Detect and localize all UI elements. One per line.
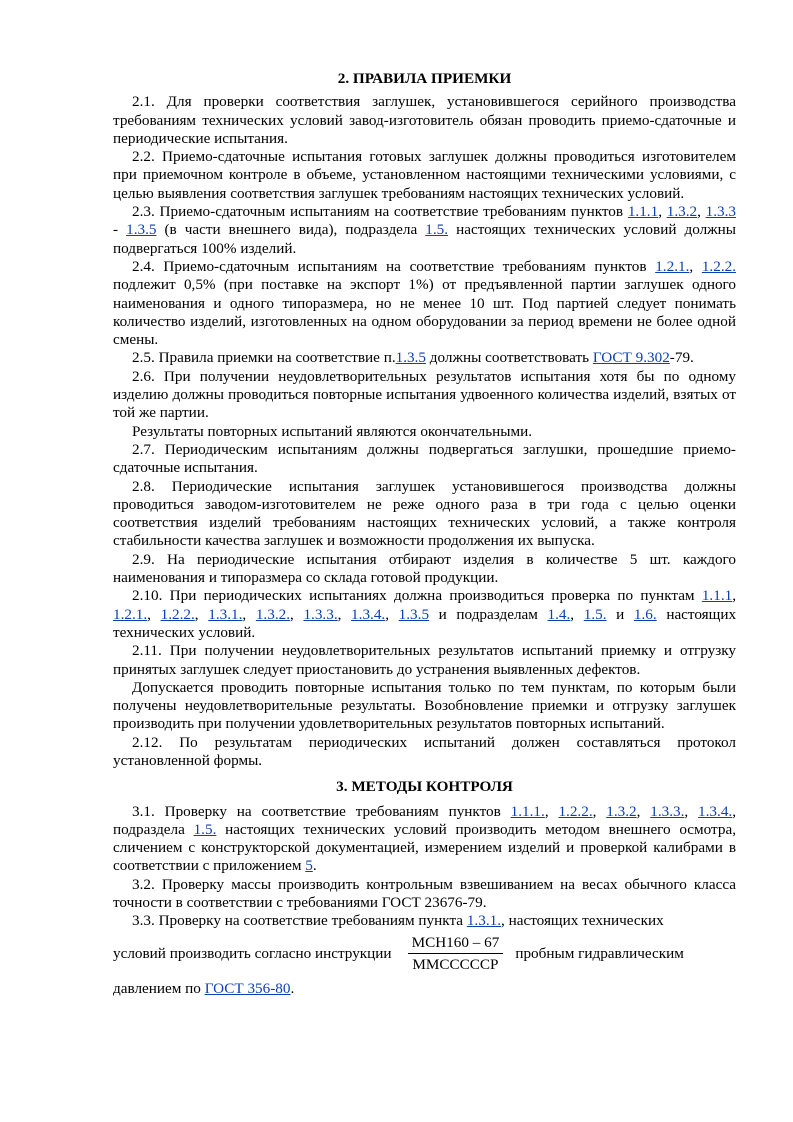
text: .	[290, 980, 295, 998]
section-title: 3. МЕТОДЫ КОНТРОЛЯ	[336, 778, 513, 796]
link-1-3-4[interactable]: 1.3.4.	[698, 802, 733, 820]
separator: ,	[732, 587, 736, 605]
paragraph-2-5	[113, 349, 736, 367]
separator: ,	[544, 802, 559, 820]
text: подлежит 0,5% (при поставке на экспорт 1%) от предъявленной партии заглушек одного наименования и одного типоразмера, но не менее 10 шт. Под партией следует понимать количество изделий, изготовленных на одном оборудовании за период времени не более одной смены.	[113, 276, 736, 349]
link-gost-356-80[interactable]: ГОСТ 356-80	[204, 980, 291, 998]
paragraph-3-3	[113, 912, 736, 930]
separator: ,	[684, 802, 699, 820]
link-1-3-5[interactable]: 1.3.5	[395, 349, 426, 367]
link-1-3-3[interactable]: 1.3.3	[705, 203, 736, 221]
separator: ,	[242, 605, 256, 623]
paragraph-2-11-note: Допускается проводить повторные испытания только по тем пунктам, по которым были получены неудовлетворительные результаты. Возобновление приемки и отгрузку заглушек производить при получении удовлетворительных результатов повторных испытаний.	[113, 678, 736, 733]
paragraph-2-8: 2.8. Периодические испытания заглушек установившегося производства должны проводиться заводом-изготовителем не реже одного раза в три года с целью оценки соответствия изделий требованиям настоящих технических условий, а также контроля стабильности качества заглушек и возможности продолжения их выпуска.	[113, 477, 736, 550]
text: (в части внешнего вида), подраздела	[156, 221, 426, 239]
link-1-3-3[interactable]: 1.3.3.	[303, 605, 338, 623]
text: 2.10. При периодических испытаниях должна производиться проверка по пунктам	[132, 587, 702, 605]
link-1-2-2[interactable]: 1.2.2.	[558, 802, 593, 820]
link-1-3-4[interactable]: 1.3.4.	[351, 605, 386, 623]
section-title: 2. ПРАВИЛА ПРИЕМКИ	[337, 70, 512, 87]
paragraph-2-12: 2.12. По результатам периодических испытаний должен составляться протокол установленной формы.	[113, 733, 736, 769]
link-1-3-1[interactable]: 1.3.1.	[208, 605, 243, 623]
text: пробным гидравлическим	[515, 944, 684, 962]
paragraph-2-6-note: Результаты повторных испытаний являются окончательными.	[132, 422, 532, 440]
paragraph-3-2: 3.2. Проверку массы производить контрольным взвешиванием на весах обычного класса точности в соответствии с требованиями ГОСТ 23676-79.	[113, 875, 736, 912]
paragraph-2-1: 2.1. Для проверки соответствия заглушек, установившегося серийного производства требованиям технических условий завод-изготовитель обязан проводить приемо-сдаточные и периодические испытания.	[113, 93, 736, 147]
link-appendix-5[interactable]: 5	[305, 857, 313, 875]
separator: ,	[290, 605, 304, 623]
text: давлением по	[113, 980, 205, 998]
link-1-3-2[interactable]: 1.3.2.	[255, 605, 290, 623]
link-1-5[interactable]: 1.5.	[193, 820, 217, 838]
link-1-2-1[interactable]: 1.2.1.	[655, 257, 690, 275]
paragraph-2-10	[113, 587, 736, 642]
text: , подраздела	[113, 802, 736, 838]
paragraph-2-3	[113, 203, 736, 258]
link-1-5[interactable]: 1.5.	[583, 605, 607, 623]
text: и подразделам	[429, 605, 548, 623]
link-1-6[interactable]: 1.6.	[633, 605, 657, 623]
text: настоящих технических условий производить методом внешнего осмотра, сличением с конструкторской документацией, измерением изделий и проверкой калибрами в соответствии с приложением	[113, 820, 737, 875]
separator: ,	[147, 605, 161, 623]
paragraph-2-4	[113, 258, 736, 349]
paragraph-2-6: 2.6. При получении неудовлетворительных результатов испытания хотя бы по одному изделию должны проводиться повторные испытания удвоенного количества изделий, взятых от той же партии.	[113, 367, 736, 422]
link-1-3-1[interactable]: 1.3.1.	[466, 912, 501, 930]
text: должны соответствовать	[426, 349, 593, 367]
text: 3.1. Проверку на соответствие требованиям пунктов	[132, 802, 511, 820]
separator: -	[113, 221, 127, 239]
paragraph-2-7: 2.7. Периодическим испытаниям должны подвергаться заглушки, прошедшие приемо-сдаточные испытания.	[113, 440, 736, 477]
text: условий производить согласно инструкции	[113, 944, 392, 962]
separator: ,	[592, 802, 607, 820]
text: 2.4. Приемо-сдаточным испытаниям на соответствие требованиям пунктов	[132, 257, 656, 275]
link-1-2-1[interactable]: 1.2.1.	[113, 605, 148, 623]
text: , настоящих технических	[501, 912, 664, 930]
separator: и	[606, 605, 634, 623]
link-gost-9-302[interactable]: ГОСТ 9.302	[592, 349, 670, 367]
text: настоящих технических условий.	[113, 605, 737, 641]
paragraph-3-3-end	[113, 980, 736, 998]
link-1-3-2[interactable]: 1.3.2	[606, 802, 637, 820]
text: 3.3. Проверку на соответствие требованиям пункта	[132, 912, 467, 930]
separator: ,	[337, 605, 352, 623]
link-1-1-1[interactable]: 1.1.1	[627, 203, 659, 221]
document-page	[113, 70, 736, 999]
fraction-numerator: МСН160 – 67	[408, 934, 504, 954]
separator: ,	[385, 605, 399, 623]
separator: ,	[689, 257, 702, 275]
link-1-4[interactable]: 1.4.	[547, 605, 571, 623]
paragraph-2-11: 2.11. При получении неудовлетворительных результатов испытаний приемку и отгрузку принятых заглушек следует приостановить до устранения выявленных дефектов.	[113, 642, 736, 678]
text: настоящих технических условий должны подвергаться 100% изделий.	[113, 221, 737, 257]
link-1-3-5[interactable]: 1.3.5	[398, 605, 430, 623]
link-1-2-2[interactable]: 1.2.2.	[701, 257, 736, 275]
link-1-2-2[interactable]: 1.2.2.	[160, 605, 195, 623]
fraction-denominator: ММСССССР	[412, 955, 499, 973]
paragraph-2-2: 2.2. Приемо-сдаточные испытания готовых заглушек должны проводиться изготовителем при приемочном контроле в объеме, установленном настоящими техническими условиями, с целью выявления соответствия заглушек требованиям настоящих технических условий.	[113, 148, 736, 202]
link-1-3-2[interactable]: 1.3.2	[666, 203, 698, 221]
paragraph-3-1	[113, 803, 736, 876]
separator: ,	[636, 802, 651, 820]
paragraph-2-9: 2.9. На периодические испытания отбирают изделия в количестве 5 шт. каждого наименования и типоразмера со склада готовой продукции.	[113, 550, 736, 587]
instruction-fraction	[408, 934, 504, 975]
separator: ,	[697, 203, 706, 221]
link-1-1-1[interactable]: 1.1.1	[701, 587, 733, 605]
instruction-line	[113, 934, 736, 975]
text: .	[312, 857, 317, 875]
separator: ,	[194, 605, 209, 623]
link-1-3-5[interactable]: 1.3.5	[126, 221, 157, 239]
link-1-3-3[interactable]: 1.3.3.	[650, 802, 685, 820]
text: -79.	[669, 349, 694, 367]
link-1-1-1[interactable]: 1.1.1.	[510, 802, 545, 820]
link-1-5[interactable]: 1.5.	[425, 221, 449, 239]
text: 2.3. Приемо-сдаточным испытаниям на соответствие требованиям пунктов	[132, 203, 628, 221]
separator: ,	[658, 203, 667, 221]
separator: ,	[570, 605, 584, 623]
text: 2.5. Правила приемки на соответствие п.	[132, 349, 396, 367]
